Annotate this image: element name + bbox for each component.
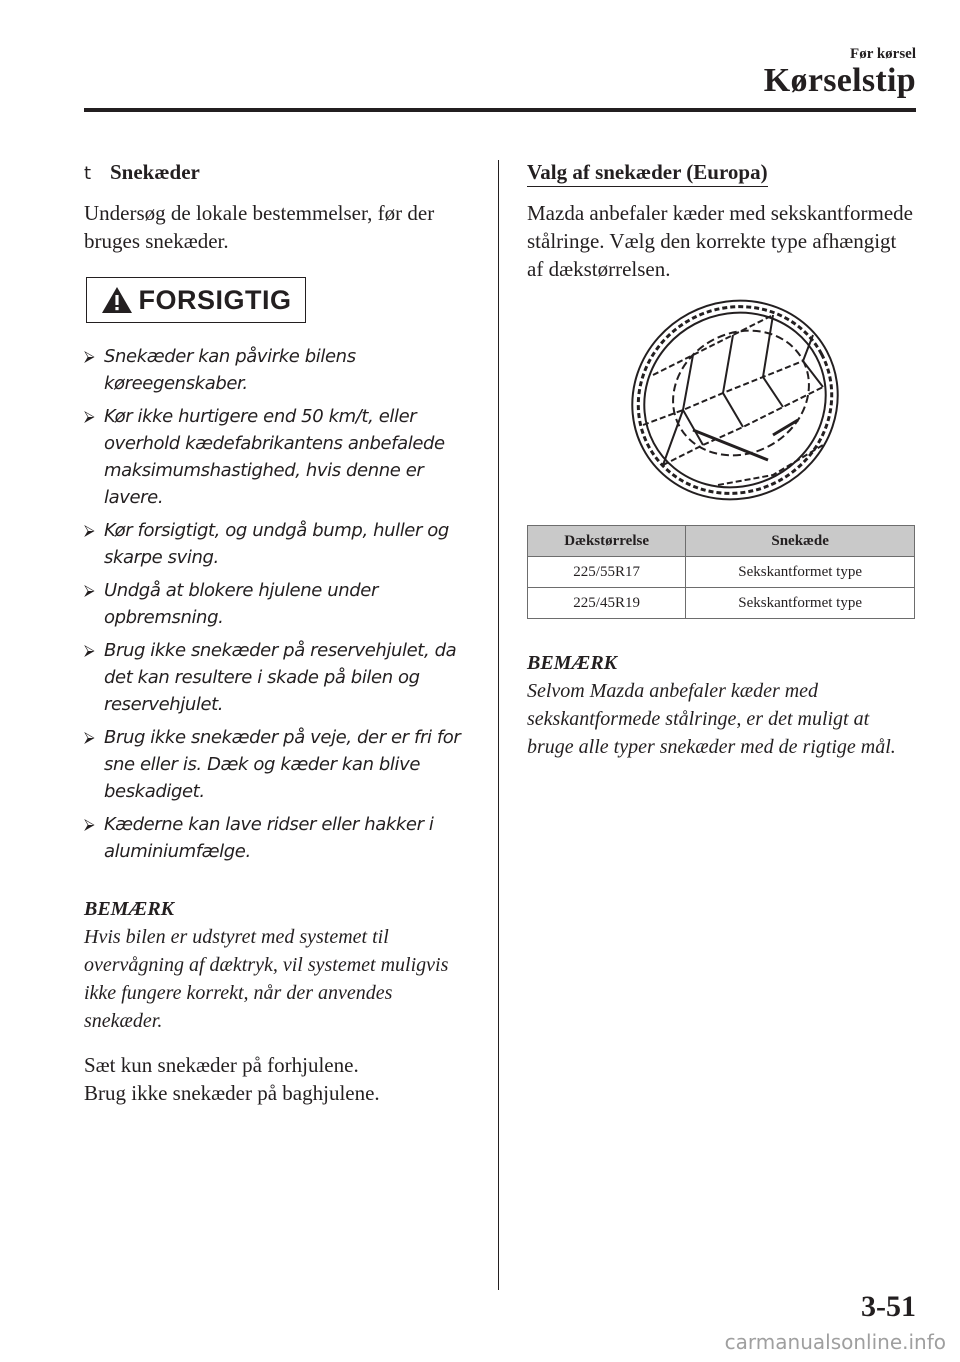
- closing-paragraph: [84, 1051, 474, 1107]
- list-item: [84, 403, 474, 511]
- list-item: [84, 343, 474, 397]
- table-cell: 225/55R17: [528, 557, 686, 588]
- note-text: Hvis bilen er udstyret med systemet til overvågning af dæktryk, vil systemet muligvis ikke fungere korrekt, når der anvendes snekæder.: [84, 926, 449, 1032]
- table-cell: Sekskantformet type: [686, 557, 915, 588]
- closing-line: Sæt kun snekæder på forhjulene.: [84, 1053, 359, 1077]
- watermark: carmanualsonline.info: [724, 1330, 946, 1354]
- note-block: [527, 649, 917, 761]
- bullet-arrow-icon: ⮚: [84, 815, 95, 833]
- list-item-text: Snekæder kan påvirke bilens køreegenskaber.: [104, 346, 356, 394]
- closing-line: Brug ikke snekæder på baghjulene.: [84, 1081, 380, 1105]
- list-item: [84, 577, 474, 631]
- bullet-arrow-icon: ⮚: [84, 728, 95, 746]
- list-item: [84, 517, 474, 571]
- subsection-heading: Valg af snekæder (Europa): [527, 160, 768, 187]
- page-number: 3-51: [861, 1290, 916, 1323]
- subsection-intro: Mazda anbefaler kæder med sekskantformede stålringe. Vælg den korrekte type afhængigt af dækstørrelsen.: [527, 201, 913, 281]
- list-item: [84, 637, 474, 718]
- section-heading: [84, 160, 474, 185]
- table-cell: 225/45R19: [528, 588, 686, 619]
- list-item-text: Kør ikke hurtigere end 50 km/t, eller overhold kædefabrikantens anbefalede maksimumshastighed, hvis denne er lavere.: [104, 406, 445, 508]
- table-header-cell: Snekæde: [686, 526, 915, 557]
- warning-triangle-icon: [101, 286, 133, 314]
- table-row: [528, 588, 915, 619]
- caution-list: [84, 343, 474, 865]
- list-item-text: Kæderne kan lave ridser eller hakker i aluminiumfælge.: [104, 814, 434, 862]
- table-header-cell: Dækstørrelse: [528, 526, 686, 557]
- list-item-text: Kør forsigtigt, og undgå bump, huller og skarpe sving.: [104, 520, 449, 568]
- column-divider: [498, 160, 499, 1290]
- bullet-arrow-icon: ⮚: [84, 347, 95, 365]
- chapter-label: Før kørsel: [850, 46, 916, 62]
- caution-box: [86, 277, 306, 323]
- header-rule: [84, 108, 916, 112]
- snow-chain-illustration: [623, 295, 848, 505]
- note-label: BEMÆRK: [527, 652, 618, 674]
- list-item-text: Brug ikke snekæder på reservehjulet, da det kan resultere i skade på bilen og reservehjulet.: [104, 640, 457, 715]
- note-label: BEMÆRK: [84, 898, 175, 920]
- bullet-arrow-icon: ⮚: [84, 581, 95, 599]
- list-item: [84, 724, 474, 805]
- bullet-arrow-icon: ⮚: [84, 641, 95, 659]
- page-title: Kørselstip: [763, 62, 916, 99]
- chain-size-table: [527, 525, 915, 619]
- list-item-text: Brug ikke snekæder på veje, der er fri for sne eller is. Dæk og kæder kan blive beskadiget.: [104, 727, 461, 802]
- caution-label: FORSIGTIG: [138, 284, 292, 315]
- table-cell: Sekskantformet type: [686, 588, 915, 619]
- table-row: [528, 557, 915, 588]
- right-column: [527, 160, 917, 761]
- left-column: [84, 160, 474, 1107]
- section-heading-text: Snekæder: [110, 160, 200, 184]
- intro-paragraph: Undersøg de lokale bestemmelser, før der bruges snekæder.: [84, 201, 435, 253]
- note-text: Selvom Mazda anbefaler kæder med sekskantformede stålringe, er det muligt at bruge alle typer snekæder med de rigtige mål.: [527, 680, 896, 758]
- note-block: [84, 895, 474, 1035]
- bullet-arrow-icon: ⮚: [84, 521, 95, 539]
- list-item: [84, 811, 474, 865]
- section-marker: t: [84, 163, 92, 184]
- list-item-text: Undgå at blokere hjulene under opbremsning.: [104, 580, 378, 628]
- table-header-row: [528, 526, 915, 557]
- bullet-arrow-icon: ⮚: [84, 407, 95, 425]
